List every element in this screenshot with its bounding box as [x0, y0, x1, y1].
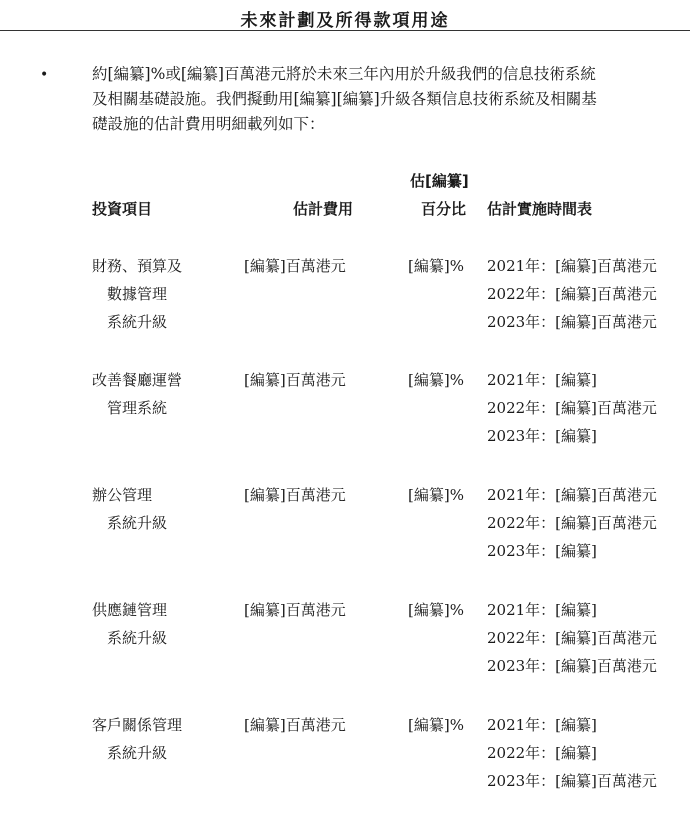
item-line: 客戶關係管理 — [92, 716, 183, 734]
table-row-item — [92, 252, 227, 336]
schedule-line: 2022年：[編纂]百萬港元 — [487, 285, 657, 303]
table-row-cost: [編纂]百萬港元 — [244, 486, 346, 504]
table-row-schedule — [487, 481, 687, 565]
table-row-item — [92, 711, 227, 767]
table-row-item — [92, 481, 227, 537]
bullet-marker: • — [40, 67, 49, 83]
table-row-schedule — [487, 711, 687, 795]
item-line: 改善餐廳運營 — [92, 371, 183, 389]
schedule-line: 2022年：[編纂] — [487, 744, 597, 762]
table-row-pct: [編纂]% — [408, 371, 464, 389]
paragraph-line: 礎設施的估計費用明細載列如下： — [92, 115, 325, 133]
table-row-pct: [編纂]% — [408, 716, 464, 734]
table-row-cost: [編纂]百萬港元 — [244, 257, 346, 275]
header-item: 投資項目 — [92, 200, 153, 218]
table-row-pct: [編纂]% — [408, 257, 464, 275]
schedule-line: 2022年：[編纂]百萬港元 — [487, 514, 657, 532]
schedule-line: 2023年：[編纂]百萬港元 — [487, 313, 657, 331]
schedule-line: 2022年：[編纂]百萬港元 — [487, 399, 657, 417]
intro-paragraph — [92, 62, 682, 137]
table-row-cost: [編纂]百萬港元 — [244, 601, 346, 619]
item-line: 系統升級 — [107, 313, 168, 331]
schedule-line: 2021年：[編纂]百萬港元 — [487, 486, 657, 504]
header-schedule: 估計實施時間表 — [487, 200, 593, 218]
schedule-line: 2023年：[編纂] — [487, 427, 597, 445]
schedule-line: 2021年：[編纂]百萬港元 — [487, 257, 657, 275]
schedule-line: 2022年：[編纂]百萬港元 — [487, 629, 657, 647]
item-line: 供應鏈管理 — [92, 601, 168, 619]
header-cost: 估計費用 — [293, 200, 354, 218]
page-title: 未來計劃及所得款項用途 — [240, 11, 450, 31]
table-row-pct: [編纂]% — [408, 486, 464, 504]
item-line: 辦公管理 — [92, 486, 153, 504]
table-row-item — [92, 366, 227, 422]
header-pct-top: 估[編纂] — [410, 172, 469, 190]
table-row-schedule — [487, 366, 687, 450]
schedule-line: 2021年：[編纂] — [487, 371, 597, 389]
item-line: 財務、預算及 — [92, 257, 183, 275]
item-line: 管理系統 — [107, 399, 168, 417]
schedule-line: 2021年：[編纂] — [487, 601, 597, 619]
item-line: 系統升級 — [107, 514, 168, 532]
schedule-line: 2023年：[編纂] — [487, 542, 597, 560]
table-row-item — [92, 596, 227, 652]
table-row-schedule — [487, 596, 687, 680]
item-line: 數據管理 — [107, 285, 168, 303]
item-line: 系統升級 — [107, 744, 168, 762]
paragraph-line: 約[編纂]%或[編纂]百萬港元將於未來三年內用於升級我們的信息技術系統 — [92, 65, 596, 83]
schedule-line: 2021年：[編纂] — [487, 716, 597, 734]
table-row-pct: [編纂]% — [408, 601, 464, 619]
schedule-line: 2023年：[編纂]百萬港元 — [487, 657, 657, 675]
schedule-line: 2023年：[編纂]百萬港元 — [487, 772, 657, 790]
paragraph-line: 及相關基礎設施。我們擬動用[編纂][編纂]升級各類信息技術系統及相關基 — [92, 90, 597, 108]
item-line: 系統升級 — [107, 629, 168, 647]
title-divider — [0, 30, 690, 31]
table-row-schedule — [487, 252, 687, 336]
table-row-cost: [編纂]百萬港元 — [244, 371, 346, 389]
header-pct-bottom: 百分比 — [421, 200, 467, 218]
table-row-cost: [編纂]百萬港元 — [244, 716, 346, 734]
